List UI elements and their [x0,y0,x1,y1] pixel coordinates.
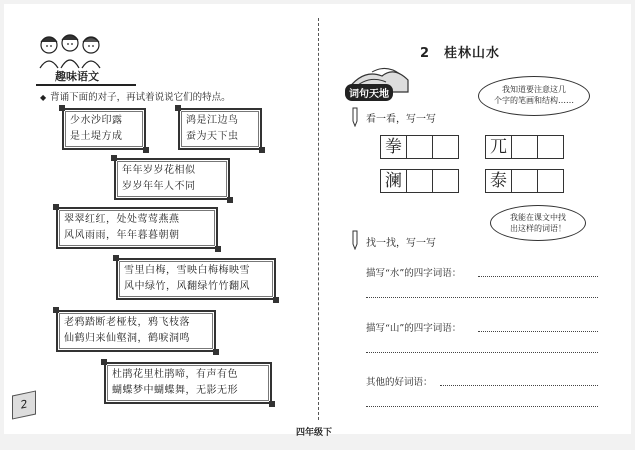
couplet-line: 鸿是江边鸟 [186,115,239,126]
couplet-frame [56,207,218,249]
bubble-line: 我知道要注意这几 [502,85,566,94]
grid-cell-blank[interactable] [537,135,564,159]
writing-grid [485,169,564,193]
couplet-line: 风中绿竹，风翻绿竹竹翻风 [124,281,250,292]
diamond-bullet-icon: ◆ [40,93,47,102]
grid-cell-char: 泰 [485,169,512,193]
couplet-line: 老鸦踏断老桠枝，鸦飞枝落 [64,317,190,328]
couplet-line: 蚕为天下虫 [186,131,239,142]
thought-bubble [490,205,586,241]
bubble-line: 我能在课文中找 [510,213,566,222]
grid-cell-blank[interactable] [537,169,564,193]
couplet-frame [56,310,216,352]
answer-line[interactable] [478,331,598,332]
couplet-line: 翠翠红红，处处莺莺燕燕 [64,214,180,225]
answer-line[interactable] [366,406,598,407]
couplet-line: 仙鹤归来仙壑洞，鹤唳洞鸣 [64,333,190,344]
instruction [40,89,231,103]
answer-line[interactable] [440,385,598,386]
grid-cell-blank[interactable] [432,169,459,193]
grid-cell-char: 兀 [485,135,512,159]
pencil-icon [350,230,360,250]
section-badge: 词句天地 [345,84,393,101]
grid-cell-blank[interactable] [511,169,538,193]
writing-grid [380,135,459,159]
writing-grid [380,169,459,193]
prompt-other: 其他的好词语： [366,377,433,388]
answer-line[interactable] [366,352,598,353]
couplet-line: 雪里白梅，雪映白梅梅映雪 [124,265,250,276]
grid-cell-blank[interactable] [511,135,538,159]
couplet-line: 年年岁岁花相似 [122,165,196,176]
couplet-frame [62,108,146,150]
grid-cell-blank[interactable] [406,169,433,193]
task-find-write-label: 找一找，写一写 [366,238,436,249]
lesson-title: 2 桂林山水 [420,46,501,61]
grid-cell-blank[interactable] [406,135,433,159]
page-divider [318,18,319,420]
answer-line[interactable] [366,297,598,298]
grid-cell-char: 澜 [380,169,407,193]
couplet-line: 风风雨雨，年年暮暮朝朝 [64,230,180,241]
answer-line[interactable] [478,276,598,277]
pencil-icon [350,107,360,127]
couplet-frame [104,362,272,404]
grid-cell-blank[interactable] [432,135,459,159]
grade-footer: 四年级下 [296,428,333,438]
couplet-frame [114,158,230,200]
couplet-frame [178,108,262,150]
thought-bubble [478,76,590,116]
couplet-line: 少水沙印露 [70,115,123,126]
task-look-write-label: 看一看，写一写 [366,114,436,125]
title-underline [36,84,136,86]
children-illustration-icon [36,30,104,70]
couplet-line: 杜鹃花里杜鹃啼，有声有色 [112,369,238,380]
page-number: 2 [12,390,36,419]
couplet-line: 蝴蝶梦中蝴蝶舞，无影无形 [112,385,238,396]
prompt-mountain: 描写“山”的四字词语： [366,323,462,334]
couplet-line: 岁岁年年人不同 [122,181,196,192]
prompt-water: 描写“水”的四字词语： [366,268,462,279]
bubble-line: 出这样的词语！ [510,224,566,233]
bubble-line: 个字的笔画和结构…… [494,96,574,105]
couplet-frame [116,258,276,300]
grid-cell-char: 拳 [380,135,407,159]
couplet-line: 是土堤方成 [70,131,123,142]
instruction-text: 背诵下面的对子，再试着说说它们的特点。 [50,92,231,103]
fun-chinese-title: 趣味语文 [55,70,99,83]
writing-grid [485,135,564,159]
